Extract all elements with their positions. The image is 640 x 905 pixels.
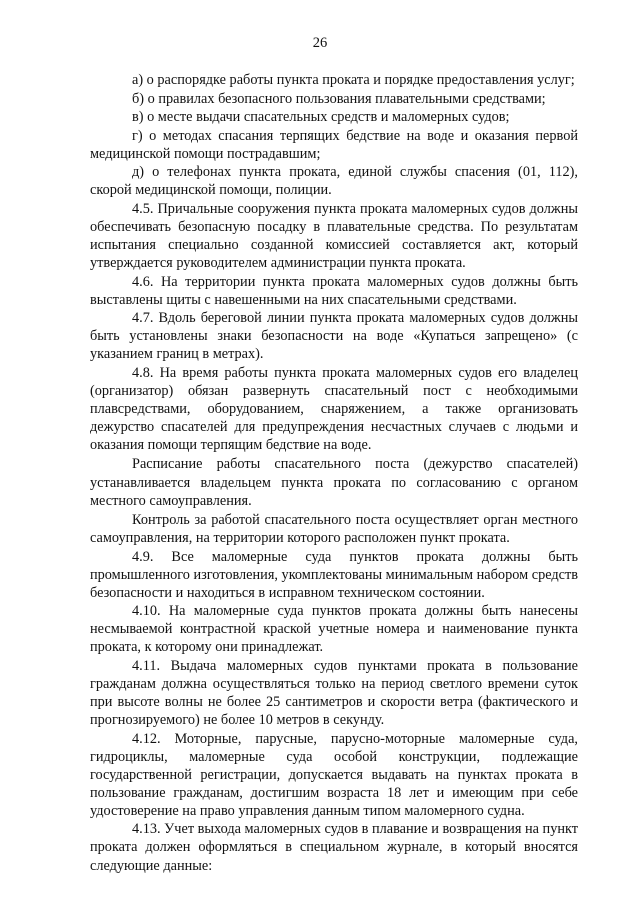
paragraph-control: Контроль за работой спасательного поста осуществляет орган местного самоуправления, на территории которого расположен пункт проката.: [90, 512, 578, 547]
paragraph-item-b: б) о правилах безопасного пользования плавательными средствами;: [132, 90, 546, 107]
paragraph-4-12: 4.12. Моторные, парусные, парусно-моторные маломерные суда, гидроциклы, маломерные суда особой конструкции, подлежащие государственной регистрации, допускается выдавать на пунктах проката в пользование гражданам, достигшим возраста 18 лет и имеющим при себе удостоверение на право управления данным типом маломерного судна.: [90, 730, 578, 819]
page-number: 26: [312, 35, 328, 51]
paragraph-4-13: 4.13. Учет выхода маломерных судов в плавание и возвращения на пункт проката должен оформляться в специальном журнале, в который вносятся следующие данные:: [90, 821, 578, 874]
paragraph-item-v: в) о месте выдачи спасательных средств и маломерных судов;: [132, 109, 510, 126]
paragraph-item-d: д) о телефонах пункта проката, единой службы спасения (01, 112), скорой медицинской помощи, полиции.: [90, 164, 578, 199]
paragraph-4-10: 4.10. На маломерные суда пунктов проката должны быть нанесены несмываемой контрастной краской учетные номера и наименование пункта проката, к которому они принадлежат.: [90, 603, 578, 656]
document-body: [90, 71, 578, 875]
paragraph-item-a: а) о распорядке работы пункта проката и порядке предоставления услуг;: [132, 72, 575, 88]
paragraph-4-7: 4.7. Вдоль береговой линии пункта проката маломерных судов должны быть установлены знаки безопасности на воде «Купаться запрещено» (с указанием границ в метрах).: [90, 310, 578, 363]
paragraph-4-6: 4.6. На территории пункта проката маломерных судов должны быть выставлены щиты с навешенными на них спасательными средствами.: [90, 273, 578, 308]
paragraph-4-11: 4.11. Выдача маломерных судов пунктами проката в пользование гражданам должна осуществляться только на период светлого времени суток при высоте волны не более 25 сантиметров и скорости ветра (фактического и прогнозируемого) не более 10 метров в секунду.: [90, 658, 578, 729]
paragraph-item-g: г) о методах спасания терпящих бедствие на воде и оказания первой медицинской помощи пострадавшим;: [90, 127, 578, 162]
paragraph-4-5: 4.5. Причальные сооружения пункта проката маломерных судов должны обеспечивать безопасную посадку в плавательные средства. По результатам испытания специально созданной комиссией составляется акт, который утверждается руководителем администрации пункта проката.: [90, 200, 578, 271]
paragraph-4-9: 4.9. Все маломерные суда пунктов проката должны быть промышленного изготовления, укомплектованы минимальным набором средств безопасности и находиться в исправном техническом состоянии.: [90, 548, 578, 601]
paragraph-schedule: Расписание работы спасательного поста (дежурство спасателей) устанавливается владельцем пункта проката по согласованию с органом местного самоуправления.: [90, 456, 578, 509]
paragraph-4-8: 4.8. На время работы пункта проката маломерных судов его владелец (организатор) обязан развернуть спасательный пост с необходимыми плавсредствами, оборудованием, снаряжением, а также организовать дежурство спасателей для предупреждения несчастных случаев с людьми и оказания помощи терпящим бедствие на воде.: [90, 364, 578, 453]
